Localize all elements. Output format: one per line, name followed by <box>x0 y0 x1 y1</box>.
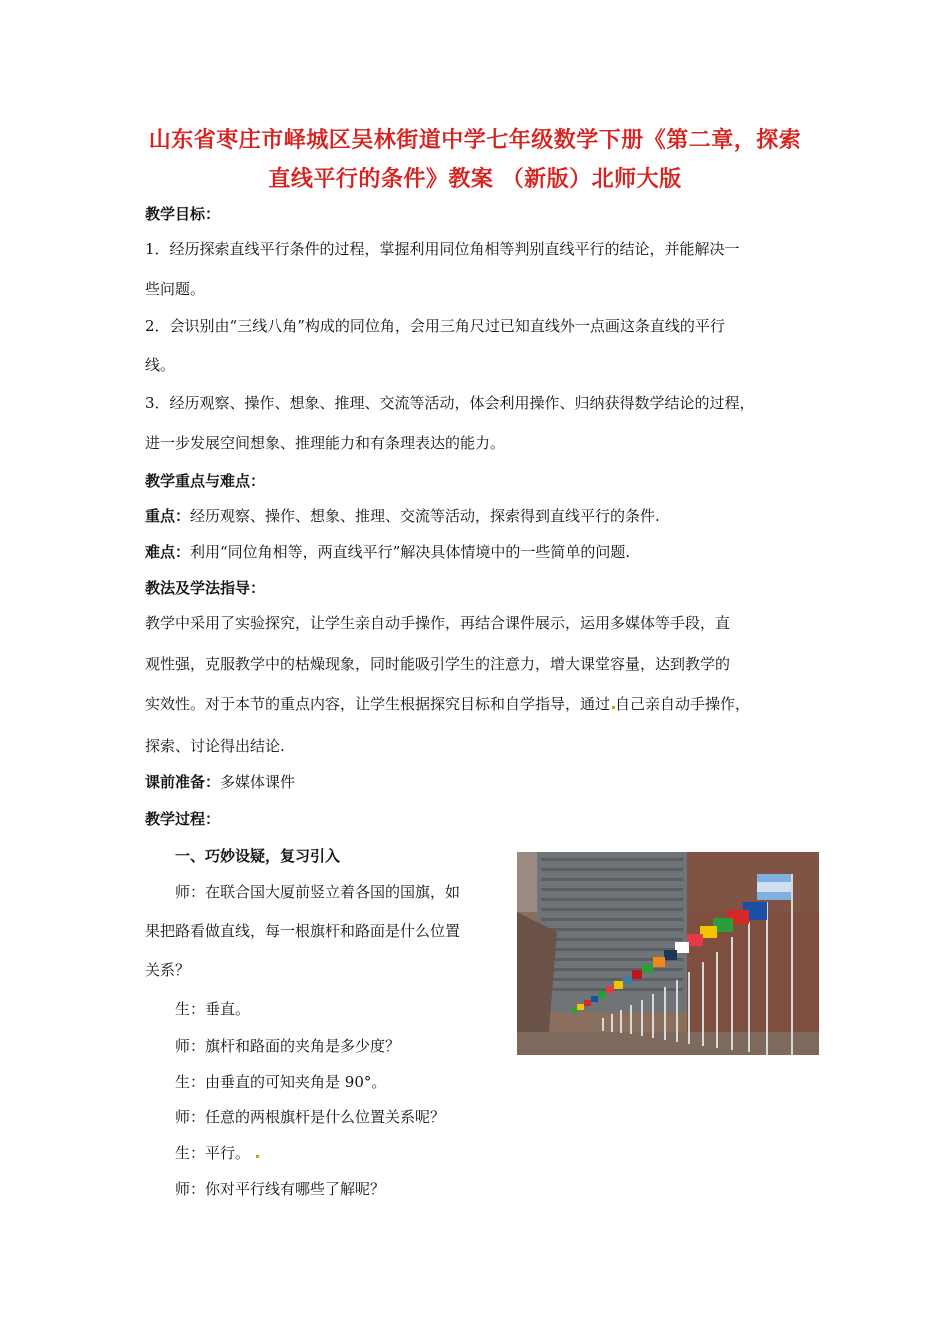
hard-point-label: 难点： <box>145 543 191 561</box>
dialogue-q2: 师：旗杆和路面的夹角是多少度？ <box>175 1037 401 1055</box>
dialogue-a3: 生：平行。 <box>175 1144 251 1162</box>
un-flags-photo <box>517 852 819 1055</box>
hard-point-text: 利用“同位角相等，两直线平行”解决具体情境中的一些简单的问题. <box>190 543 631 561</box>
dialogue-a2: 生：由垂直的可知夹角是 90°。 <box>175 1073 387 1091</box>
objective-1-line-2: 些问题。 <box>145 280 206 298</box>
key-point-label: 重点： <box>145 507 191 525</box>
objective-1-line-1: 1．经历探索直线平行条件的过程，掌握利用同位角相等判别直线平行的结论，并能解决一 <box>145 240 740 258</box>
key-point-text: 经历观察、操作、想象、推理、交流等活动，探索得到直线平行的条件. <box>190 507 660 525</box>
objective-3-line-1: 3．经历观察、操作、想象、推理、交流等活动，体会利用操作、归纳获得数学结论的过程， <box>145 394 755 412</box>
dialogue-q3: 师：任意的两根旗杆是什么位置关系呢？ <box>175 1108 446 1126</box>
document-title-line-1: 山东省枣庄市峄城区吴林街道中学七年级数学下册《第二章，探索 <box>148 128 802 153</box>
prep-label: 课前准备： <box>145 773 221 791</box>
objectives-heading: 教学目标： <box>145 205 221 223</box>
objective-2-line-2: 线。 <box>145 356 176 374</box>
section-1-heading: 一、巧妙设疑，复习引入 <box>175 847 341 865</box>
objective-3-line-2: 进一步发展空间想象、推理能力和有条理表达的能力。 <box>145 434 506 452</box>
process-heading: 教学过程： <box>145 810 221 828</box>
stray-dot-mark-2 <box>256 1155 259 1158</box>
methods-line-3-part-a: 实效性。对于本节的重点内容，让学生根据探究目标和自学指导，通过 <box>145 695 611 713</box>
methods-line-4: 探索、讨论得出结论. <box>145 737 285 755</box>
methods-line-3-part-b: 自己亲自动手操作， <box>615 695 751 713</box>
dialogue-q4: 师：你对平行线有哪些了解呢？ <box>175 1180 386 1198</box>
objective-2-line-1: 2．会识别由“三线八角”构成的同位角，会用三角尺过已知直线外一点画这条直线的平行 <box>145 317 725 335</box>
document-title-line-2: 直线平行的条件》教案 （新版）北师大版 <box>268 167 682 192</box>
key-point-row <box>145 505 660 526</box>
dialogue-a1: 生：垂直。 <box>175 1000 251 1018</box>
methods-line-1: 教学中采用了实验探究，让学生亲自动手操作，再结合课件展示，运用多媒体等手段，直 <box>145 614 731 632</box>
hard-point-row <box>145 541 630 562</box>
dialogue-q1-line-3: 关系？ <box>145 961 191 979</box>
methods-line-3 <box>145 693 750 714</box>
prep-text: 多媒体课件 <box>220 773 296 791</box>
dialogue-a3-row <box>175 1142 259 1163</box>
methods-line-2: 观性强，克服教学中的枯燥现象，同时能吸引学生的注意力，增大课堂容量，达到教学的 <box>145 655 731 673</box>
key-points-heading: 教学重点与难点： <box>145 472 266 490</box>
dialogue-q1-line-2: 果把路看做直线，每一根旗杆和路面是什么位置 <box>145 922 461 940</box>
prep-row <box>145 771 295 792</box>
methods-heading: 教法及学法指导： <box>145 579 266 597</box>
dialogue-q1-line-1: 师：在联合国大厦前竖立着各国的国旗，如 <box>175 883 461 901</box>
